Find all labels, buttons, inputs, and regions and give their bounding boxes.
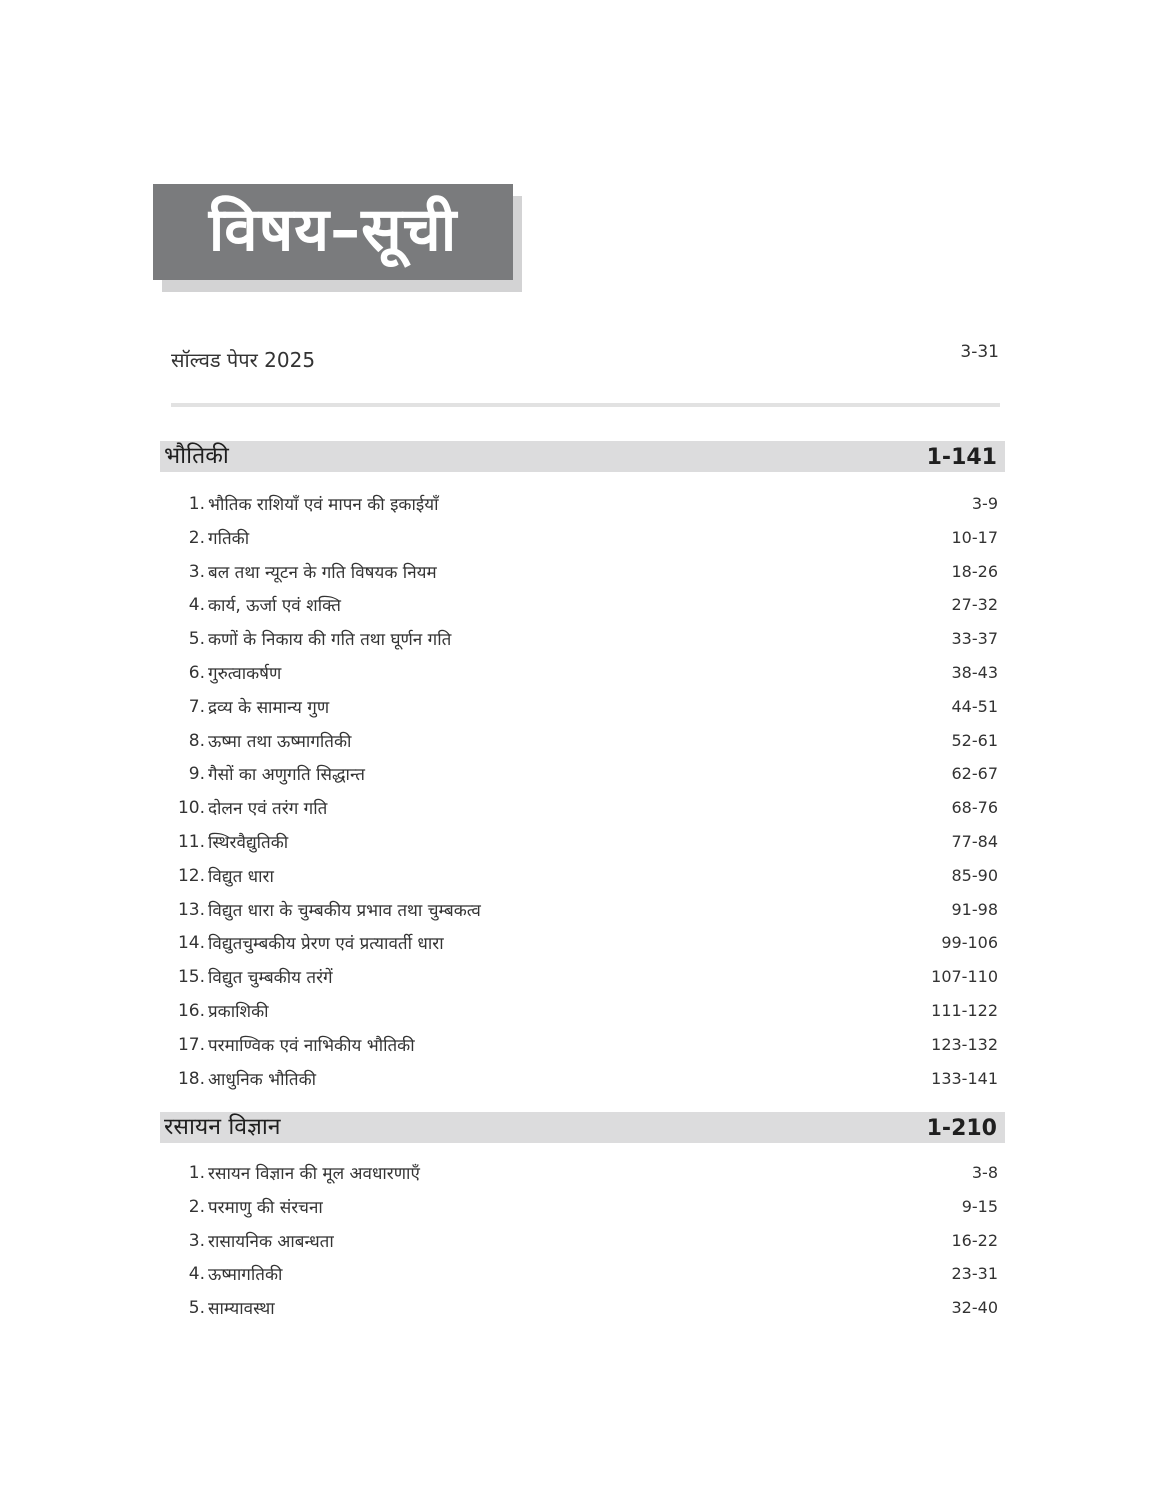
chapter-title: परमाण्विक एवं नाभिकीय भौतिकी xyxy=(208,1035,415,1056)
chapter-number: 15. xyxy=(177,967,205,988)
chapter-item[interactable] xyxy=(160,1189,1005,1223)
chapter-number: 18. xyxy=(177,1068,205,1089)
chapter-item[interactable] xyxy=(160,1155,1005,1189)
chapter-title: विद्युत चुम्बकीय तरंगें xyxy=(208,968,333,989)
section-pages: 1-141 xyxy=(926,445,997,470)
chapter-number: 12. xyxy=(177,865,205,886)
chapter-item[interactable] xyxy=(160,520,1005,554)
chapter-item[interactable] xyxy=(160,824,1005,858)
chapter-pages: 62-67 xyxy=(951,764,998,784)
chapter-item[interactable] xyxy=(160,858,1005,892)
chapter-pages: 68-76 xyxy=(951,798,998,818)
chapter-pages: 133-141 xyxy=(931,1068,998,1088)
solved-paper-label: सॉल्वड पेपर 2025 xyxy=(171,348,316,372)
section-title: भौतिकी xyxy=(164,443,229,469)
chapter-item[interactable] xyxy=(160,790,1005,824)
chapter-title: प्रकाशिकी xyxy=(208,1001,269,1022)
divider xyxy=(171,403,1000,407)
chapter-number: 1. xyxy=(188,494,205,514)
chapter-number: 3. xyxy=(188,561,205,582)
chapter-title: विद्युतचुम्बकीय प्रेरण एवं प्रत्यावर्ती धारा xyxy=(208,934,444,955)
chapter-pages: 9-15 xyxy=(961,1196,998,1216)
chapter-number: 4. xyxy=(188,1264,205,1285)
chapter-pages: 44-51 xyxy=(951,696,998,716)
chapter-number: 17. xyxy=(177,1034,205,1055)
section-title: रसायन विज्ञान xyxy=(164,1114,281,1140)
chapter-title: दोलन एवं तरंग गति xyxy=(208,799,328,820)
chapter-item[interactable] xyxy=(160,655,1005,689)
chapter-number: 9. xyxy=(188,764,205,785)
chapter-number: 5. xyxy=(188,1298,205,1319)
chapter-number: 4. xyxy=(188,595,205,616)
chapter-pages: 99-106 xyxy=(941,933,998,953)
chapter-item[interactable] xyxy=(160,1256,1005,1290)
chapter-item[interactable] xyxy=(160,756,1005,790)
chapter-pages: 23-31 xyxy=(951,1264,998,1284)
chapter-item[interactable] xyxy=(160,587,1005,621)
section-chemistry xyxy=(160,1112,1005,1324)
chapter-number: 11. xyxy=(177,831,205,852)
chapter-title: भौतिक राशियाँ एवं मापन की इकाईयाँ xyxy=(208,495,439,515)
chapter-list xyxy=(160,1155,1005,1324)
chapter-pages: 3-8 xyxy=(971,1163,998,1182)
chapter-title: ऊष्मा तथा ऊष्मागतिकी xyxy=(208,731,352,752)
chapter-list xyxy=(160,486,1005,1094)
chapter-title: रसायन विज्ञान की मूल अवधारणाएँ xyxy=(208,1164,420,1184)
section-pages: 1-210 xyxy=(926,1116,997,1141)
chapter-title: गैसों का अणुगति सिद्धान्त xyxy=(208,765,365,786)
chapter-number: 3. xyxy=(188,1230,205,1251)
chapter-title: स्थिरवैद्युतिकी xyxy=(208,832,289,853)
chapter-item[interactable] xyxy=(160,621,1005,655)
chapter-item[interactable] xyxy=(160,925,1005,959)
chapter-pages: 18-26 xyxy=(951,561,998,581)
section-header[interactable] xyxy=(160,1112,1005,1143)
chapter-number: 16. xyxy=(177,1000,205,1021)
chapter-pages: 123-132 xyxy=(931,1034,998,1054)
chapter-title: गुरुत्वाकर्षण xyxy=(208,663,282,684)
chapter-title: बल तथा न्यूटन के गति विषयक नियम xyxy=(208,562,437,583)
chapter-item[interactable] xyxy=(160,993,1005,1027)
toc-entry-solved-paper[interactable] xyxy=(171,340,999,380)
title-box xyxy=(153,184,513,280)
chapter-number: 8. xyxy=(188,730,205,751)
chapter-pages: 77-84 xyxy=(951,831,998,851)
section-physics xyxy=(160,441,1005,1094)
chapter-item[interactable] xyxy=(160,554,1005,588)
chapter-pages: 3-9 xyxy=(971,494,998,513)
chapter-pages: 85-90 xyxy=(951,865,998,885)
page-title-block xyxy=(153,184,513,280)
chapter-number: 10. xyxy=(177,798,205,819)
chapter-pages: 107-110 xyxy=(931,967,998,987)
chapter-item[interactable] xyxy=(160,689,1005,723)
chapter-number: 1. xyxy=(188,1163,205,1183)
chapter-number: 2. xyxy=(188,527,205,548)
chapter-title: विद्युत धारा के चुम्बकीय प्रभाव तथा चुम्बकत्व xyxy=(208,900,481,921)
chapter-item[interactable] xyxy=(160,959,1005,993)
chapter-item[interactable] xyxy=(160,723,1005,757)
chapter-pages: 111-122 xyxy=(931,1000,998,1020)
chapter-pages: 10-17 xyxy=(951,527,998,547)
solved-paper-pages: 3-31 xyxy=(960,342,999,362)
chapter-title: कणों के निकाय की गति तथा घूर्णन गति xyxy=(208,630,452,651)
chapter-title: रासायनिक आबन्धता xyxy=(208,1231,334,1252)
chapter-number: 6. xyxy=(188,662,205,683)
chapter-number: 2. xyxy=(188,1196,205,1217)
chapter-pages: 16-22 xyxy=(951,1230,998,1250)
chapter-title: कार्य, ऊर्जा एवं शक्ति xyxy=(208,596,341,617)
chapter-pages: 33-37 xyxy=(951,629,998,649)
chapter-item[interactable] xyxy=(160,1027,1005,1061)
chapter-item[interactable] xyxy=(160,1061,1005,1095)
chapter-title: द्रव्य के सामान्य गुण xyxy=(208,697,330,718)
chapter-item[interactable] xyxy=(160,892,1005,926)
chapter-pages: 52-61 xyxy=(951,730,998,750)
chapter-title: विद्युत धारा xyxy=(208,866,274,887)
chapter-number: 13. xyxy=(177,899,205,920)
chapter-number: 14. xyxy=(177,933,205,954)
chapter-number: 7. xyxy=(188,696,205,717)
chapter-item[interactable] xyxy=(160,486,1005,520)
section-header[interactable] xyxy=(160,441,1005,472)
chapter-pages: 91-98 xyxy=(951,899,998,919)
chapter-title: आधुनिक भौतिकी xyxy=(208,1069,317,1090)
chapter-title: ऊष्मागतिकी xyxy=(208,1265,283,1286)
chapter-title: गतिकी xyxy=(208,528,250,549)
chapter-item[interactable] xyxy=(160,1290,1005,1324)
chapter-title: परमाणु की संरचना xyxy=(208,1197,323,1218)
chapter-pages: 27-32 xyxy=(951,595,998,615)
chapter-item[interactable] xyxy=(160,1223,1005,1257)
page-title: विषय–सूची xyxy=(208,195,458,265)
chapter-number: 5. xyxy=(188,629,205,650)
chapter-title: साम्यावस्था xyxy=(208,1299,275,1320)
chapter-pages: 38-43 xyxy=(951,662,998,682)
chapter-pages: 32-40 xyxy=(951,1298,998,1318)
